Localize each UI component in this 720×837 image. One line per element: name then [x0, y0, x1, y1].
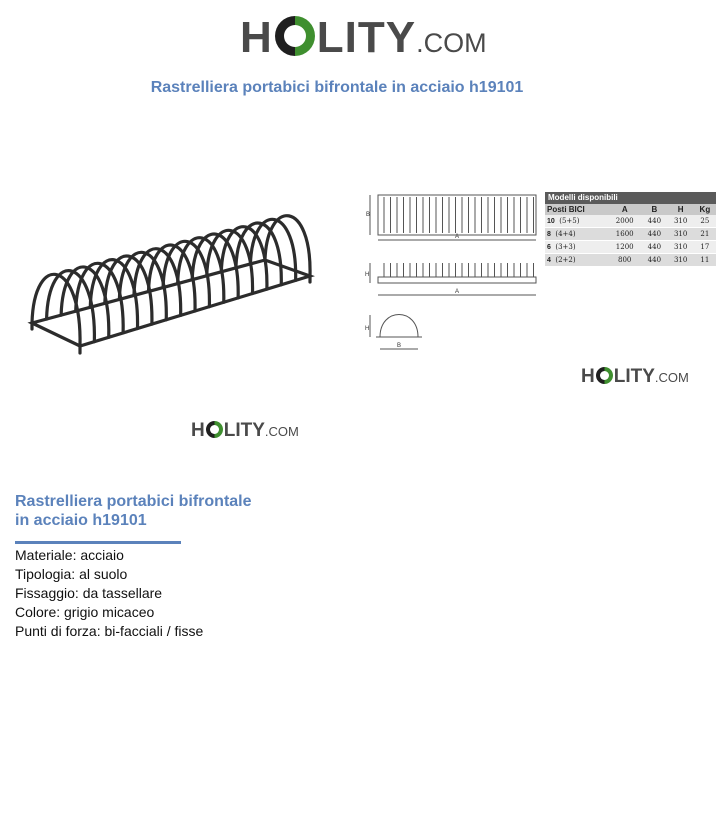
cell-b: 440 — [641, 228, 667, 241]
cell-split: (5+5) — [559, 217, 580, 225]
table-row — [545, 228, 716, 241]
rack-arch — [76, 263, 123, 333]
logo-letter-h: H — [240, 13, 273, 62]
models-caption: Modelli disponibili — [545, 192, 716, 204]
product-title-line1: Rastrelliera portabici bifrontale — [15, 493, 252, 510]
rack-arch — [105, 256, 152, 324]
cell-h: 310 — [668, 241, 694, 254]
logo-ring-icon — [596, 367, 613, 384]
drawing-top-bars — [384, 197, 534, 233]
cell-a: 1200 — [608, 241, 641, 254]
table-row — [545, 254, 716, 267]
cell-h: 310 — [668, 215, 694, 228]
col-a: A — [608, 204, 641, 215]
cell-posti: 10 — [547, 218, 555, 225]
spec-type: Tipologia: al suolo — [15, 566, 128, 582]
cell-a: 2000 — [608, 215, 641, 228]
product-title — [15, 492, 275, 530]
logo-letters: LITY — [223, 420, 265, 441]
cell-kg: 11 — [694, 254, 716, 267]
drawing-label-h3: H — [365, 326, 370, 332]
spec-list — [15, 546, 203, 641]
cell-h: 310 — [668, 254, 694, 267]
cell-h: 310 — [668, 228, 694, 241]
table-row — [545, 215, 716, 228]
logo-letters: LITY — [316, 13, 417, 62]
title-underline — [15, 541, 181, 544]
holity-logo-watermark — [581, 365, 689, 388]
col-kg: Kg — [694, 204, 716, 215]
logo-ring-icon — [206, 421, 223, 438]
rack-arch — [47, 271, 95, 342]
technical-drawings — [360, 185, 540, 355]
drawing-top-dims — [370, 195, 536, 240]
col-posti: Posti BICI — [545, 204, 608, 215]
drawing-side-dims — [370, 263, 536, 295]
rack-arch — [163, 241, 209, 306]
logo-letter-h: H — [191, 420, 205, 441]
spec-color: Colore: grigio micaceo — [15, 604, 155, 620]
cell-a: 1600 — [608, 228, 641, 241]
drawing-top-view — [378, 195, 536, 235]
rack-arch — [134, 249, 181, 316]
product-title-line2: in acciaio h19101 — [15, 512, 147, 529]
cell-b: 440 — [641, 215, 667, 228]
drawing-label-b1: B — [366, 212, 371, 218]
rack-arch — [61, 267, 109, 337]
holity-logo-top[interactable] — [240, 12, 487, 63]
cell-split: (2+2) — [555, 256, 576, 264]
rack-arch — [178, 238, 224, 303]
drawing-side-view — [378, 277, 536, 283]
rack-arch — [207, 230, 253, 293]
cell-kg: 17 — [694, 241, 716, 254]
drawing-side-bars — [384, 263, 534, 277]
page-title: Rastrelliera portabici bifrontale in acciaio h19101 — [150, 79, 524, 96]
spec-material: Materiale: acciaio — [15, 547, 124, 563]
cell-posti: 4 — [547, 257, 551, 264]
logo-ring-icon — [275, 16, 315, 56]
col-h: H — [668, 204, 694, 215]
drawing-label-h2: H — [365, 272, 370, 278]
logo-letter-h: H — [581, 366, 595, 387]
cell-a: 800 — [608, 254, 641, 267]
cell-kg: 21 — [694, 228, 716, 241]
spec-fixing: Fissaggio: da tassellare — [15, 585, 163, 601]
spec-strengths: Punti di forza: bi-facciali / fisse — [15, 623, 204, 639]
cell-posti: 8 — [547, 231, 551, 238]
cell-kg: 25 — [694, 215, 716, 228]
col-b: B — [641, 204, 667, 215]
drawing-label-a1: A — [455, 234, 460, 240]
cell-posti: 6 — [547, 244, 551, 251]
drawing-end-dims — [370, 315, 418, 349]
drawing-label-a2: A — [455, 289, 460, 295]
logo-letters: LITY — [613, 366, 655, 387]
cell-split: (4+4) — [555, 230, 576, 238]
cell-b: 440 — [641, 254, 667, 267]
models-table — [545, 192, 716, 267]
rack-arch — [149, 245, 196, 311]
logo-dotcom: .COM — [264, 424, 299, 439]
cell-b: 440 — [641, 241, 667, 254]
rack-arch — [119, 252, 166, 319]
logo-dotcom: .COM — [654, 370, 689, 385]
logo-dotcom: .COM — [416, 28, 487, 58]
product-photo — [10, 198, 315, 363]
table-row — [545, 241, 716, 254]
holity-logo-caption — [191, 419, 299, 442]
rack-arch — [192, 234, 238, 298]
rack-arch — [90, 260, 137, 329]
drawing-label-b3: B — [397, 343, 402, 349]
drawing-end-view — [376, 315, 422, 338]
cell-split: (3+3) — [555, 243, 576, 251]
